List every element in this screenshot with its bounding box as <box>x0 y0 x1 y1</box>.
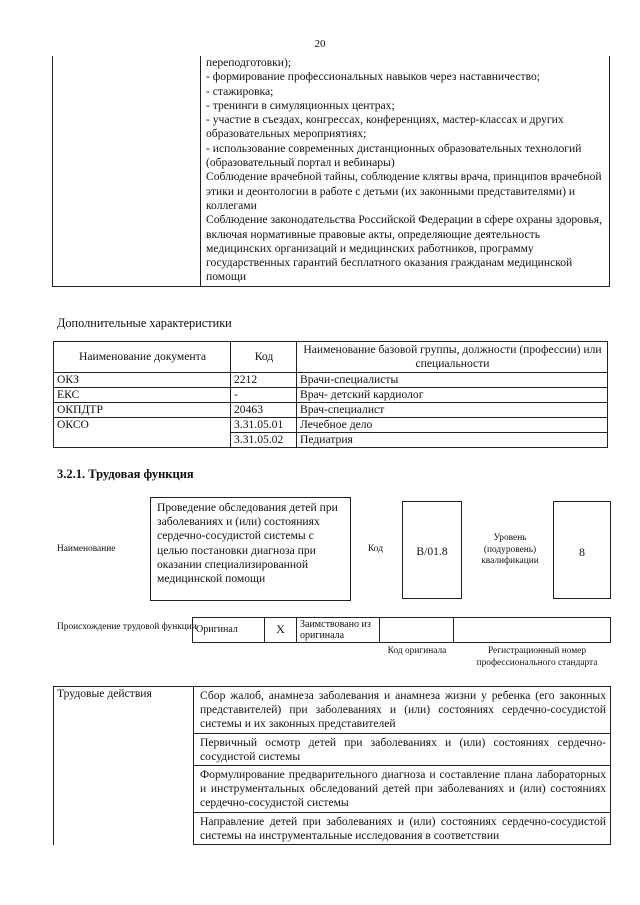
additional-characteristics-title: Дополнительные характеристики <box>57 316 232 330</box>
page-number: 20 <box>314 38 326 50</box>
cell-document: ОКЗ <box>54 373 231 388</box>
cell-code: 20463 <box>231 403 297 418</box>
table-row <box>54 687 611 734</box>
table-header-row <box>54 342 608 373</box>
cell-name: Врач- детский кардиолог <box>297 388 608 403</box>
origin-label: Происхождение трудовой функции <box>57 622 197 632</box>
text-line: - стажировка; <box>206 84 274 98</box>
header-group-name: Наименование базовой группы, должности (профессии) или специальности <box>297 342 608 373</box>
name-label: Наименование <box>57 544 116 554</box>
borrowed-cell: Заимствовано из оригинала <box>297 618 380 643</box>
competency-table-continuation <box>52 56 610 287</box>
origin-table <box>192 617 611 643</box>
labor-action-item: Сбор жалоб, анамнеза заболевания и анамнеза жизни у ребенка (его законных представителей) при заболеваниях и (или) состояниях сердечно-сосудистой системы и их законных представителей <box>194 687 611 734</box>
text-line: Соблюдение врачебной тайны, соблюдение клятвы врача, принципов врачебной этики и деонтологии в работе с детьми (их законными представителями) и коллегами <box>206 170 602 212</box>
table-row <box>54 373 608 388</box>
cell-document: ЕКС <box>54 388 231 403</box>
text-line: - использование современных дистанционных образовательных технологий (образовательный портал и вебинары) <box>206 141 582 170</box>
development-methods-cell <box>201 56 610 286</box>
additional-characteristics-table <box>53 341 608 448</box>
cell-name: Врачи-специалисты <box>297 373 608 388</box>
cell-name: Лечебное дело <box>297 418 608 433</box>
original-code-label: Код оригинала <box>387 646 447 656</box>
table-row <box>54 418 608 433</box>
table-row <box>54 388 608 403</box>
text-line: - формирование профессиональных навыков через наставничество; <box>206 70 540 84</box>
cell-document: ОКПДТР <box>54 403 231 418</box>
cell-code: 3.31.05.02 <box>231 433 297 448</box>
text-line: Соблюдение законодательства Российской Федерации в сфере охраны здоровья, включая нормативные правовые акты, определяющие деятельность медицинских организаций и медицинских работников, программу государственных гарантий бесплатного оказания гражданам медицинской помощи <box>206 213 602 284</box>
cell-document: ОКСО <box>54 418 231 448</box>
text-line: - тренинги в симуляционных центрах; <box>206 98 395 112</box>
function-code-box: B/01.8 <box>402 501 462 599</box>
text-line: переподготовки); <box>206 56 292 69</box>
registration-number-cell <box>454 618 611 643</box>
labor-action-item: Первичный осмотр детей при заболеваниях и (или) состояниях сердечно-сосудистой системы <box>194 733 611 765</box>
table-row <box>54 403 608 418</box>
registration-number-label: Регистрационный номер профессионального стандарта <box>476 646 598 668</box>
labor-actions-label: Трудовые действия <box>54 687 194 845</box>
section-heading: 3.2.1. Трудовая функция <box>57 467 194 481</box>
empty-left-cell <box>53 56 201 286</box>
header-code: Код <box>231 342 297 373</box>
cell-name: Врач-специалист <box>297 403 608 418</box>
cell-code: - <box>231 388 297 403</box>
original-mark: X <box>265 618 297 643</box>
code-label: Код <box>368 544 383 554</box>
qualification-level-label: Уровень (подуровень) квалификации <box>481 533 539 566</box>
cell-code: 2212 <box>231 373 297 388</box>
function-name-box: Проведение обследования детей при заболеваниях и (или) состояниях сердечно-сосудистой системы с целью постановки диагноза при оказании специализированной медицинской помощи <box>150 497 351 601</box>
labor-action-item: Направление детей при заболеваниях и (или) состояниях сердечно-сосудистой системы на инструментальные исследования в соответствии <box>194 812 611 844</box>
original-cell: Оригинал <box>193 618 265 643</box>
qualification-level-box: 8 <box>553 501 611 599</box>
labor-action-item: Формулирование предварительного диагноза и составление плана лабораторных и инструментальных обследований детей при заболеваниях и (или) состояниях сердечно-сосудистой системы <box>194 766 611 813</box>
labor-actions-table <box>53 686 611 845</box>
original-code-cell <box>380 618 454 643</box>
text-line: - участие в съездах, конгрессах, конференциях, мастер-классах и других образовательных мероприятиях; <box>206 113 564 141</box>
cell-name: Педиатрия <box>297 433 608 448</box>
cell-code: 3.31.05.01 <box>231 418 297 433</box>
header-document: Наименование документа <box>54 342 231 373</box>
